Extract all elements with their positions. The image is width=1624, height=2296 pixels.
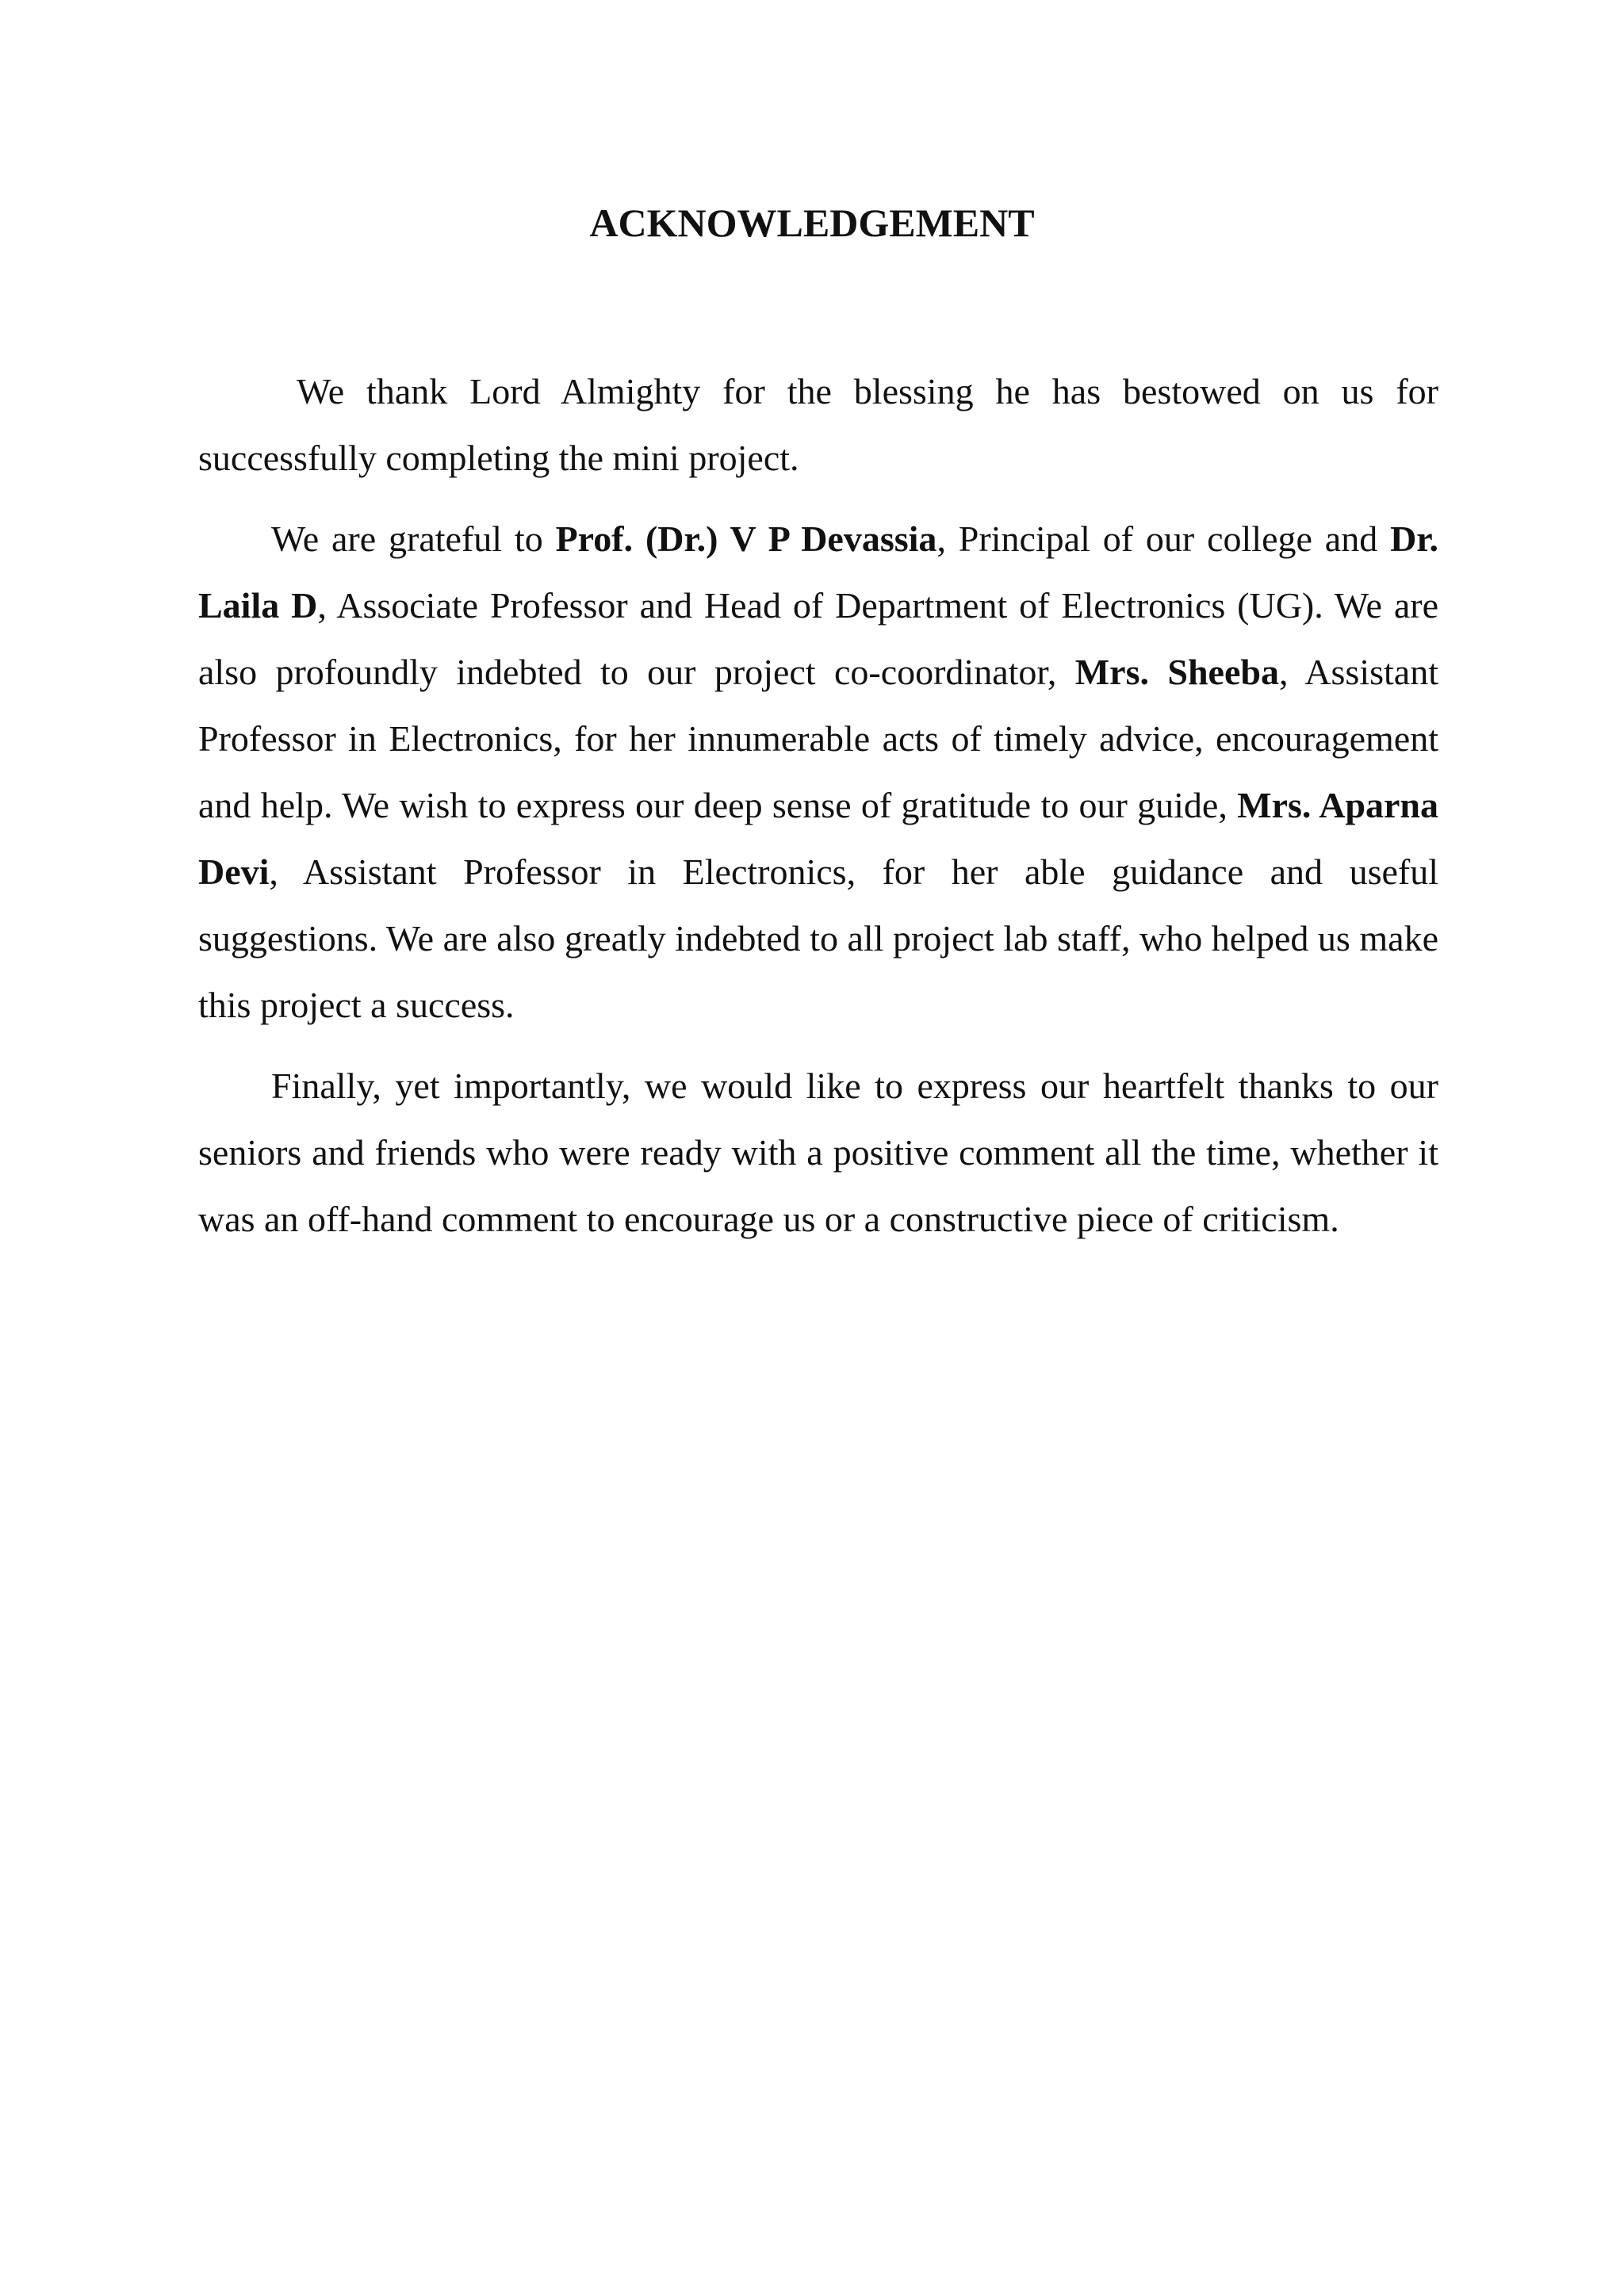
paragraph-gratitude-faculty xyxy=(198,506,1438,1039)
paragraph-text: , Assistant Professor in Electronics, for her innumerable acts of timely advice, encouragement and help. We wish to express our deep sense of gratitude to our guide, xyxy=(198,652,1438,825)
coordinator-name: Mrs. Sheeba xyxy=(1074,652,1279,692)
hod-name: Dr. Laila D xyxy=(198,519,1438,626)
guide-name: Mrs. Aparna Devi xyxy=(198,785,1439,892)
paragraph-thanks-almighty xyxy=(198,358,1438,492)
principal-name: Prof. (Dr.) V P Devassia xyxy=(555,519,937,559)
paragraph-text: We thank Lord Almighty for the blessing he has bestowed on us for successfully completing the mini project. xyxy=(198,371,1438,478)
paragraph-text: , Assistant Professor in Electronics, for her able guidance and useful suggestions. We are also greatly indebted to all project lab staff, who helped us make this project a success. xyxy=(198,851,1438,1025)
paragraph-text: , Associate Professor and Head of Department of Electronics (UG). We are also profoundly indebted to our project co-coordinator, xyxy=(198,585,1439,692)
paragraph-text: Finally, yet importantly, we would like to express our heartfelt thanks to our seniors and friends who were ready with a positive comment all the time, whether it was an off-hand comment to encourage us or a constructive piece of criticism. xyxy=(198,1066,1438,1239)
paragraph-text: We are grateful to xyxy=(271,519,556,559)
document-body xyxy=(198,358,1438,1253)
paragraph-thanks-friends xyxy=(198,1053,1438,1253)
paragraph-text: , Principal of our college and xyxy=(936,519,1391,559)
page-title: ACKNOWLEDGEMENT xyxy=(589,201,1035,245)
